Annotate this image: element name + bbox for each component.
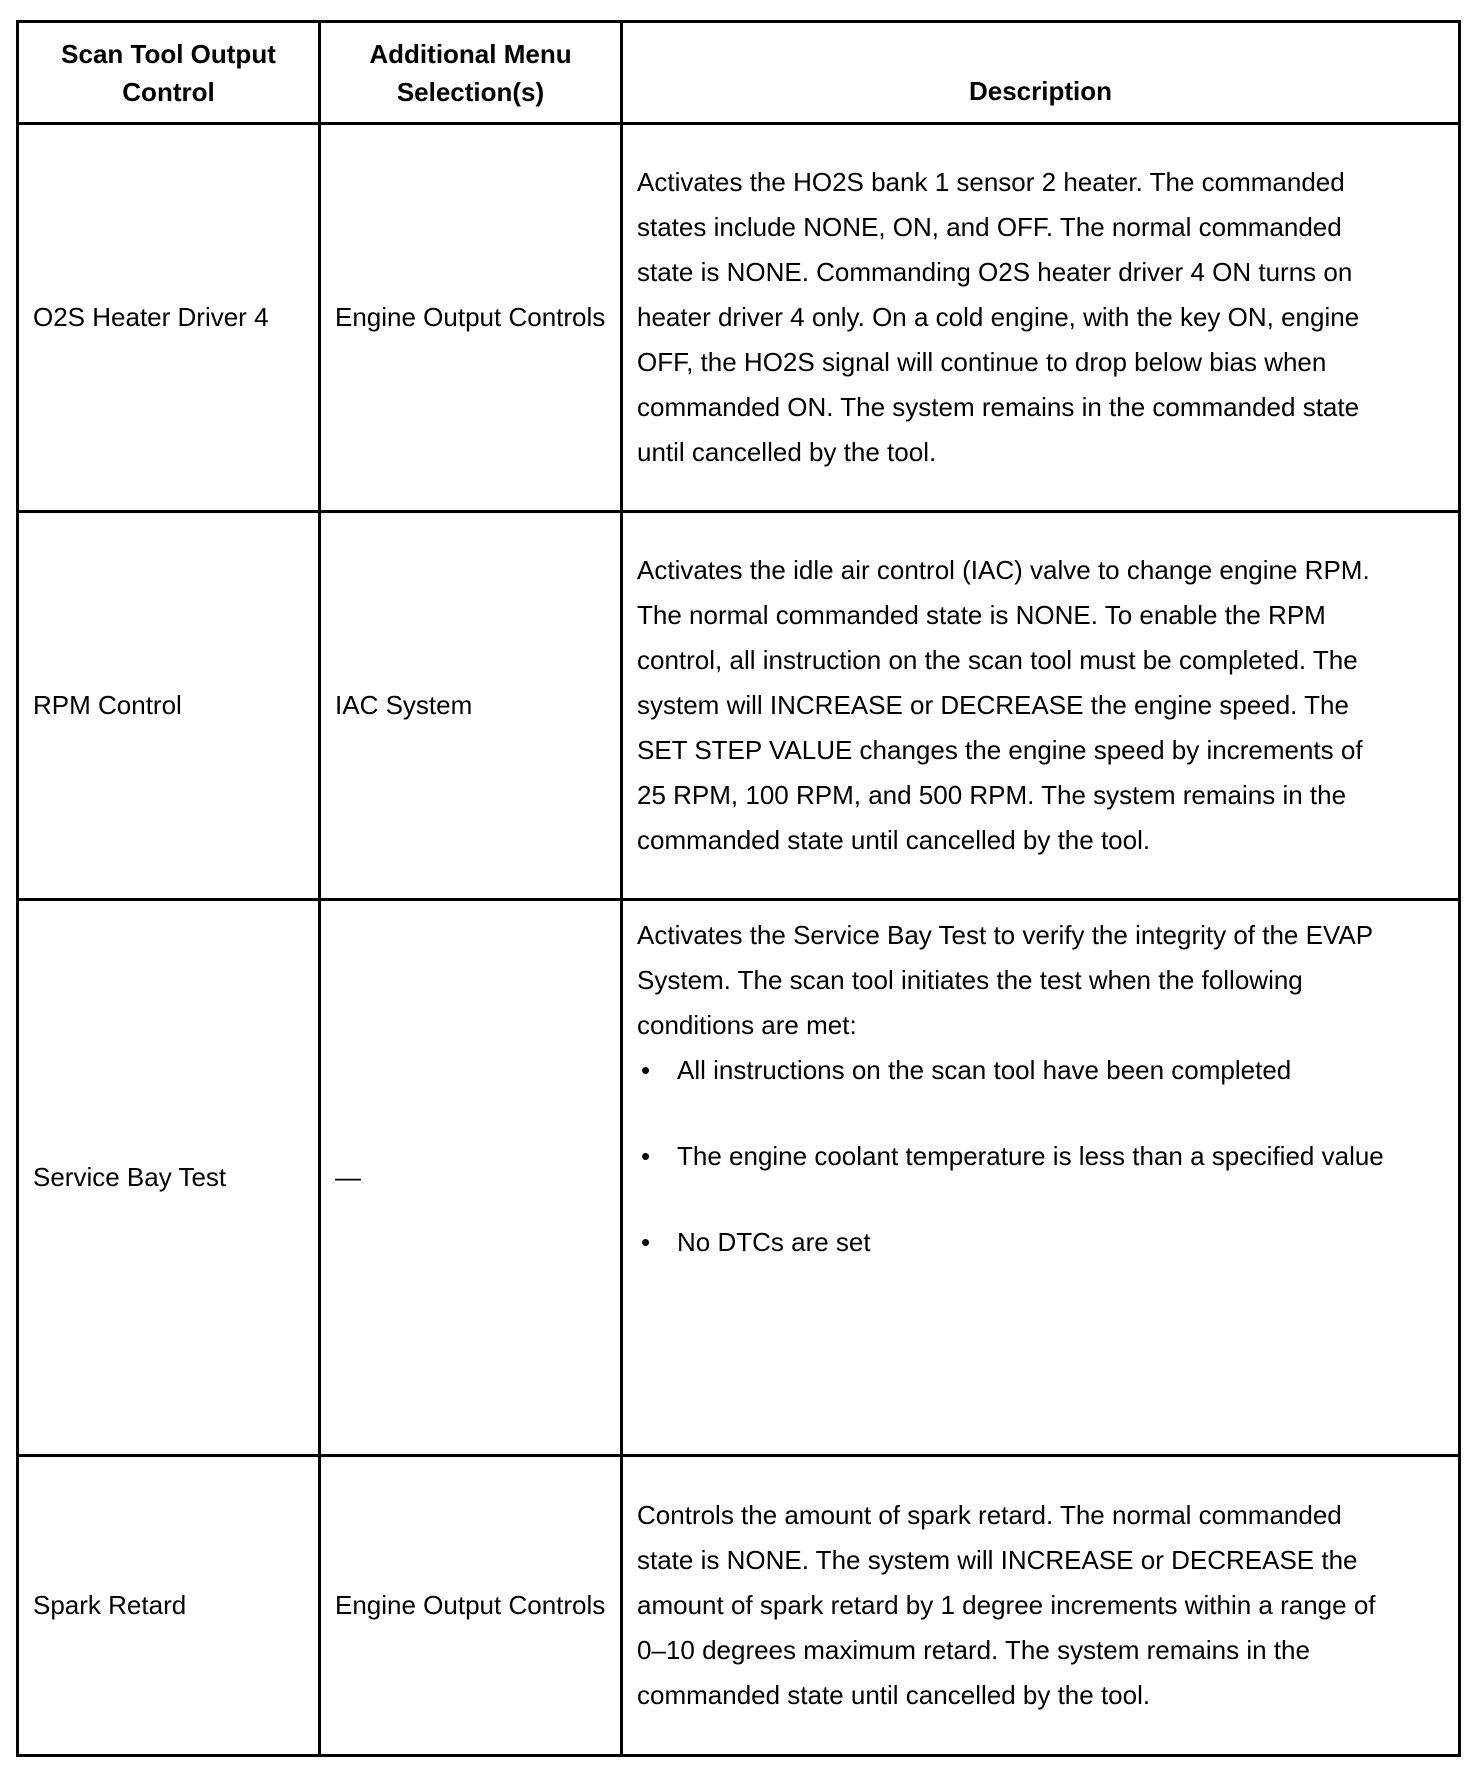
cell-menu: — — [320, 900, 622, 1456]
cell-description — [622, 900, 1460, 1456]
bullet-item — [637, 1048, 1388, 1093]
cell-control: O2S Heater Driver 4 — [18, 124, 320, 512]
bullet-mark: • — [641, 1055, 651, 1085]
cell-menu: Engine Output Controls — [320, 1456, 622, 1756]
table-header-row — [18, 22, 1460, 124]
output-controls-table — [16, 20, 1461, 1757]
cell-description: Activates the idle air control (IAC) valve to change engine RPM. The normal commanded state is NONE. To enable the RPM control, all instruction on the scan tool must be completed. The system will INCREASE or DECREASE the engine speed. The SET STEP VALUE changes the engine speed by increments of 25 RPM, 100 RPM, and 500 RPM. The system remains in the commanded state until cancelled by the tool. — [622, 512, 1460, 900]
header-control: Scan Tool Output Control — [18, 22, 320, 124]
bullet-text: No DTCs are set — [677, 1227, 871, 1257]
cell-menu: Engine Output Controls — [320, 124, 622, 512]
header-description: Description — [622, 22, 1460, 124]
table-row — [18, 124, 1460, 512]
bullet-text: The engine coolant temperature is less than a specified value — [677, 1141, 1384, 1171]
bullet-item — [637, 1220, 1388, 1265]
bullet-mark: • — [641, 1141, 651, 1171]
cell-control: Service Bay Test — [18, 900, 320, 1456]
description-intro: Activates the Service Bay Test to verify the integrity of the EVAP System. The scan tool initiates the test when the following conditions are met: — [637, 920, 1373, 1040]
cell-control: Spark Retard — [18, 1456, 320, 1756]
header-menu: Additional Menu Selection(s) — [320, 22, 622, 124]
bullet-mark: • — [641, 1227, 651, 1257]
cell-description: Controls the amount of spark retard. The normal commanded state is NONE. The system will INCREASE or DECREASE the amount of spark retard by 1 degree increments within a range of 0–10 degrees maximum retard. The system remains in the commanded state until cancelled by the tool. — [622, 1456, 1460, 1756]
table-row — [18, 512, 1460, 900]
cell-menu: IAC System — [320, 512, 622, 900]
table-row — [18, 900, 1460, 1456]
bullet-text: All instructions on the scan tool have been completed — [677, 1055, 1292, 1085]
table-row — [18, 1456, 1460, 1756]
cell-control: RPM Control — [18, 512, 320, 900]
cell-description: Activates the HO2S bank 1 sensor 2 heater. The commanded states include NONE, ON, and OFF. The normal commanded state is NONE. Commanding O2S heater driver 4 ON turns on heater driver 4 only. On a cold engine, with the key ON, engine OFF, the HO2S signal will continue to drop below bias when commanded ON. The system remains in the commanded state until cancelled by the tool. — [622, 124, 1460, 512]
bullet-item — [637, 1134, 1388, 1179]
